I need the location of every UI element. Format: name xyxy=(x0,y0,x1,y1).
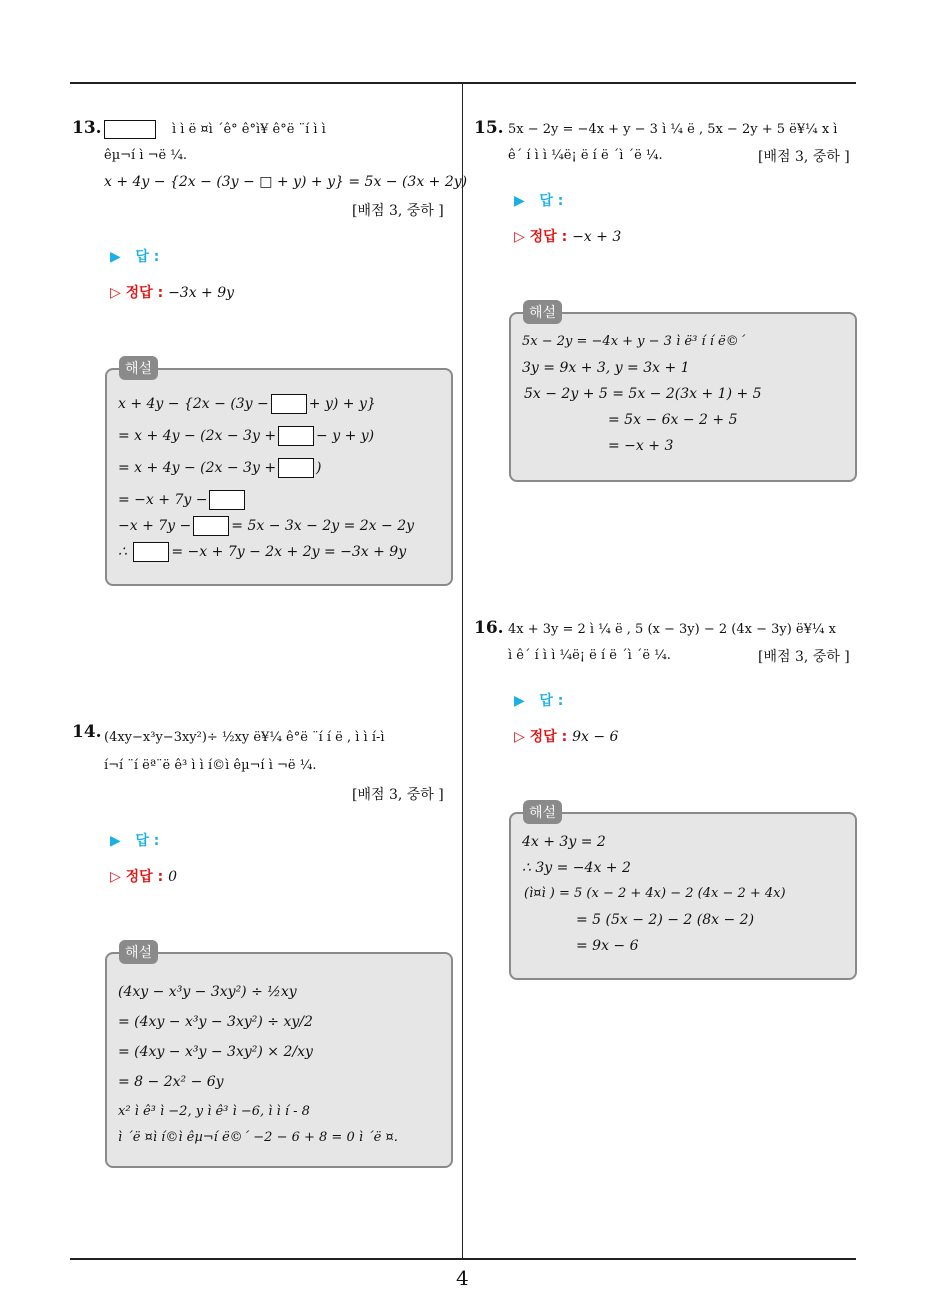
correct-value: 0 xyxy=(168,869,177,885)
correct-label: 정답 : xyxy=(125,869,164,885)
solution-tag: 해설 xyxy=(119,940,158,964)
page-number: 4 xyxy=(456,1266,469,1290)
solution-line: = 5 (5x − 2) − 2 (8x − 2) xyxy=(576,912,755,928)
question-equation: x + 4y − {2x − (3y − □ + y) + y} = 5x − (3x + 2y) xyxy=(104,174,468,190)
outline-triangle-icon: ▷ xyxy=(110,869,121,885)
question-text-line2: í¬í ¨í ëª¨ë ê³ ì ì í©ì êµ¬í ì ¬ë ¼. xyxy=(104,758,317,773)
difficulty-meta: [배점 3, 중하 ] xyxy=(758,149,850,165)
correct-value: −x + 3 xyxy=(572,229,622,245)
answer-label: 답 : xyxy=(539,193,564,209)
correct-answer-row xyxy=(110,282,234,302)
question-text-line1: 4x + 3y = 2 ì ¼ ë , 5 (x − 3y) − 2 (4x − 3y) ë¥¼ x xyxy=(508,622,836,637)
answer-row xyxy=(514,190,563,210)
play-triangle-icon: ▶ xyxy=(514,193,525,209)
solution-tag: 해설 xyxy=(523,300,562,324)
answer-row xyxy=(110,246,159,266)
solution-line: = 8 − 2x² − 6y xyxy=(118,1074,224,1090)
solution-tag: 해설 xyxy=(523,800,562,824)
solution-line: = (4xy − x³y − 3xy²) ÷ xy/2 xyxy=(118,1014,313,1030)
play-triangle-icon: ▶ xyxy=(110,249,121,265)
solution-line: 5x − 2y = −4x + y − 3 ì ë³ í í ë©´ xyxy=(522,334,746,349)
solution-line: (4xy − x³y − 3xy²) ÷ ½xy xyxy=(118,984,297,1000)
solution-line: ∴ 3y = −4x + 2 xyxy=(522,860,631,876)
outline-triangle-icon: ▷ xyxy=(514,729,525,745)
solution-line: ∴ = −x + 7y − 2x + 2y = −3x + 9y xyxy=(118,544,407,560)
question-number: 16. xyxy=(474,618,504,638)
column-divider xyxy=(462,82,463,1260)
blank-box xyxy=(278,458,314,478)
correct-answer-row xyxy=(514,726,618,746)
play-triangle-icon: ▶ xyxy=(514,693,525,709)
correct-label: 정답 : xyxy=(529,229,568,245)
outline-triangle-icon: ▷ xyxy=(110,285,121,301)
difficulty-meta: [배점 3, 중하 ] xyxy=(758,649,850,665)
correct-value: −3x + 9y xyxy=(168,285,235,301)
solution-line: = −x + 3 xyxy=(608,438,674,454)
solution-line: 4x + 3y = 2 xyxy=(522,834,606,850)
correct-answer-row xyxy=(514,226,621,246)
bottom-rule xyxy=(70,1258,856,1260)
solution-line: = 5x − 6x − 2 + 5 xyxy=(608,412,738,428)
question-number: 13. xyxy=(72,118,102,138)
question-text-line1: (4xy−x³y−3xy²)÷ ½xy ë¥¼ ê°ë ¨í í ë , ì ì í-ì xyxy=(104,730,385,745)
solution-line: 3y = 9x + 3, y = 3x + 1 xyxy=(522,360,690,376)
blank-box xyxy=(209,490,245,510)
answer-label: 답 : xyxy=(135,833,160,849)
question-text-line2: ì ê´ í ì ì ¼ë¡ ë í ë ´ì ´ë ¼. xyxy=(508,648,671,663)
solution-line: −x + 7y − = 5x − 3x − 2y = 2x − 2y xyxy=(118,518,415,534)
solution-line: = x + 4y − (2x − 3y + ) xyxy=(118,460,322,476)
blank-box xyxy=(193,516,229,536)
correct-label: 정답 : xyxy=(125,285,164,301)
question-number: 14. xyxy=(72,722,102,742)
correct-answer-row xyxy=(110,866,177,886)
difficulty-meta: [배점 3, 중하 ] xyxy=(352,203,444,219)
blank-box xyxy=(133,542,169,562)
outline-triangle-icon: ▷ xyxy=(514,229,525,245)
answer-blank xyxy=(104,120,156,139)
answer-row xyxy=(514,690,563,710)
answer-label: 답 : xyxy=(539,693,564,709)
answer-row xyxy=(110,830,159,850)
solution-line: ì ´ë ¤ì í©ì êµ¬í ë©´ −2 − 6 + 8 = 0 ì ´ë ¤. xyxy=(118,1130,398,1145)
solution-tag: 해설 xyxy=(119,356,158,380)
question-text-line1: 5x − 2y = −4x + y − 3 ì ¼ ë , 5x − 2y + 5 ë¥¼ x ì xyxy=(508,122,838,137)
correct-value: 9x − 6 xyxy=(572,729,619,745)
question-text-line1: ì ì ë ¤ì ´ê° ê°ì¥ ê°ë ¨í ì ì xyxy=(172,122,326,137)
answer-label: 답 : xyxy=(135,249,160,265)
solution-line: = 9x − 6 xyxy=(576,938,639,954)
blank-box xyxy=(278,426,314,446)
question-number: 15. xyxy=(474,118,504,138)
solution-line: = (4xy − x³y − 3xy²) × 2/xy xyxy=(118,1044,313,1060)
solution-line: 5x − 2y + 5 = 5x − 2(3x + 1) + 5 xyxy=(524,386,762,402)
correct-label: 정답 : xyxy=(529,729,568,745)
top-rule xyxy=(70,82,856,84)
play-triangle-icon: ▶ xyxy=(110,833,121,849)
solution-line: = x + 4y − (2x − 3y + − y + y) xyxy=(118,428,375,444)
solution-line: x + 4y − {2x − (3y − + y) + y} xyxy=(118,396,376,412)
difficulty-meta: [배점 3, 중하 ] xyxy=(352,787,444,803)
question-text-line2: êµ¬í ì ¬ë ¼. xyxy=(104,148,188,163)
solution-line: = −x + 7y − xyxy=(118,490,247,510)
solution-line: (ì¤ì ) = 5 (x − 2 + 4x) − 2 (4x − 2 + 4x) xyxy=(524,886,786,901)
question-text-line2: ê´ í ì ì ¼ë¡ ë í ë ´ì ´ë ¼. xyxy=(508,148,663,163)
solution-line: x² ì ê³ ì −2, y ì ê³ ì −6, ì ì í - 8 xyxy=(118,1104,310,1119)
blank-box xyxy=(271,394,307,414)
